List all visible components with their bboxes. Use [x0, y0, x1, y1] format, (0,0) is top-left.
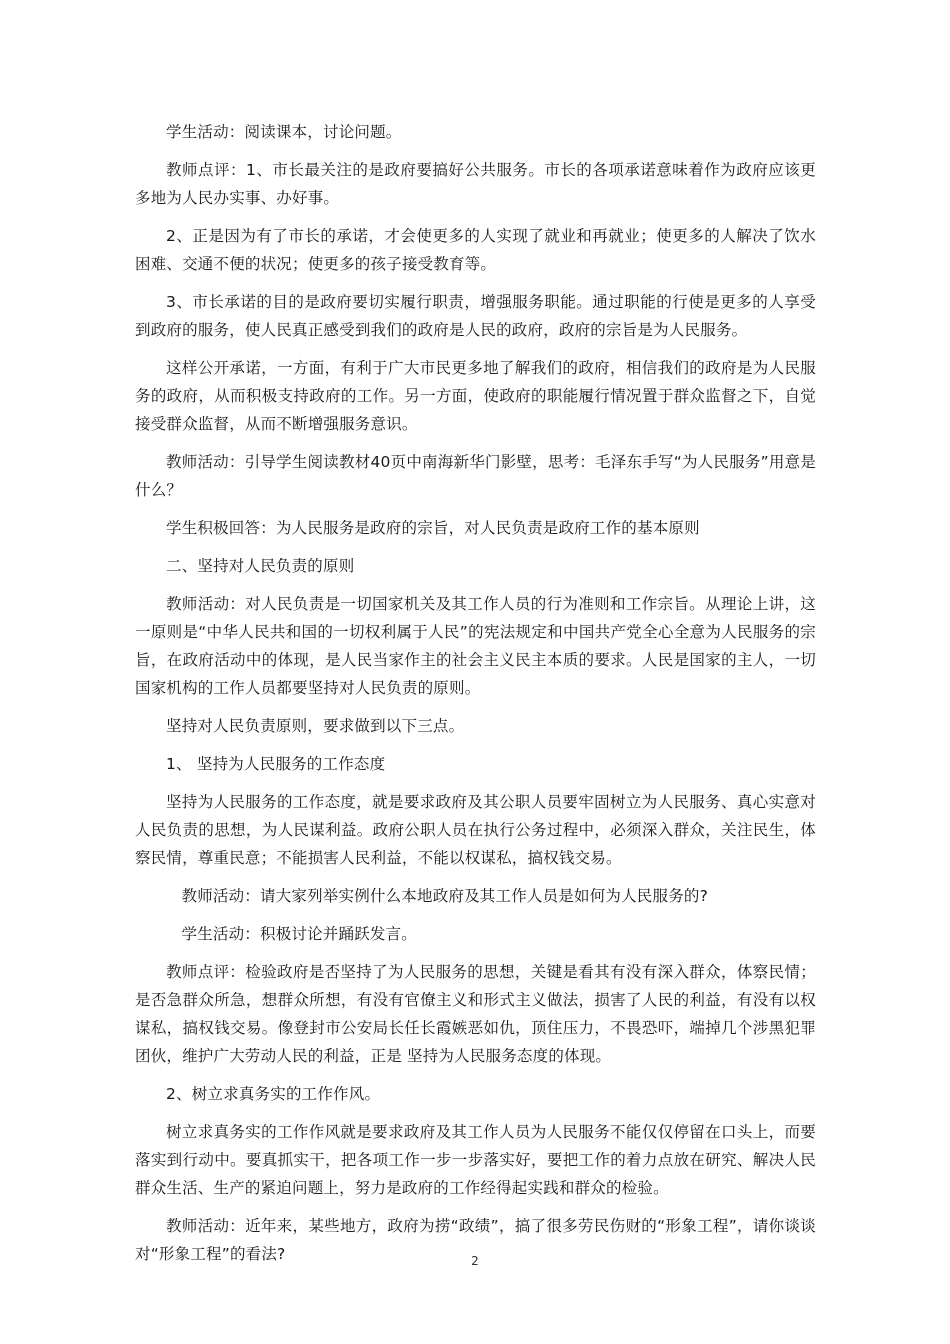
paragraph: 教师点评：检验政府是否坚持了为人民服务的思想，关键是看其有没有深入群众，体察民情；是否急群众所急，想群众所想，有没有官僚主义和形式主义做法，损害了人民的利益，有没有以权谋私，搞权钱交易。像登封市公安局长任长霞嫉恶如仇，顶住压力，不畏恐吓，端掉几个涉黑犯罪团伙，维护广大劳动人民的利益，正是 坚持为人民服务态度的体现。 [135, 963, 816, 1065]
paragraph: 学生活动：积极讨论并踊跃发言。 [181, 925, 418, 943]
paragraph: 树立求真务实的工作作风就是要求政府及其工作人员为人民服务不能仅仅停留在口头上，而要落实到行动中。要真抓实干，把各项工作一步一步落实好，要把工作的着力点放在研究、解决人民群众生活、生产的紧迫问题上，努力是政府的工作经得起实践和群众的检验。 [135, 1123, 816, 1197]
document-body [135, 118, 816, 1278]
paragraph: 教师活动：近年来，某些地方，政府为捞“政绩”，搞了很多劳民伤财的“形象工程”，请你谈谈对“形象工程”的看法? [135, 1217, 816, 1263]
paragraph: 这样公开承诺，一方面，有利于广大市民更多地了解我们的政府，相信我们的政府是为人民服务的政府，从而积极支持政府的工作。另一方面，使政府的职能履行情况置于群众监督之下，自觉接受群众监督，从而不断增强服务意识。 [135, 359, 816, 433]
paragraph: 教师点评：1、市长最关注的是政府要搞好公共服务。市长的各项承诺意味着作为政府应该更多地为人民办实事、办好事。 [135, 161, 816, 207]
subsection-heading: 2、树立求真务实的工作作风。 [166, 1085, 381, 1103]
paragraph: 教师活动：引导学生阅读教材40页中南海新华门影壁，思考：毛泽东手写“为人民服务”用意是什么？ [135, 453, 816, 499]
paragraph: 坚持对人民负责原则，要求做到以下三点。 [166, 717, 465, 735]
paragraph: 教师活动：请大家列举实例什么本地政府及其工作人员是如何为人民服务的? [181, 887, 709, 905]
paragraph: 3、市长承诺的目的是政府要切实履行职责，增强服务职能。通过职能的行使是更多的人享受到政府的服务，使人民真正感受到我们的政府是人民的政府，政府的宗旨是为人民服务。 [135, 293, 816, 339]
section-heading: 二、坚持对人民负责的原则 [166, 557, 355, 575]
paragraph: 坚持为人民服务的工作态度，就是要求政府及其公职人员要牢固树立为人民服务、真心实意对人民负责的思想，为人民谋利益。政府公职人员在执行公务过程中，必须深入群众，关注民生，体察民情，尊重民意；不能损害人民利益，不能以权谋私，搞权钱交易。 [135, 793, 816, 867]
paragraph: 学生活动：阅读课本，讨论问题。 [166, 123, 402, 141]
page-number: 2 [471, 1254, 479, 1268]
paragraph: 2、正是因为有了市长的承诺，才会使更多的人实现了就业和再就业；使更多的人解决了饮水困难、交通不便的状况；使更多的孩子接受教育等。 [135, 227, 816, 273]
paragraph: 教师活动：对人民负责是一切国家机关及其工作人员的行为准则和工作宗旨。从理论上讲，这一原则是“中华人民共和国的一切权利属于人民”的宪法规定和中国共产党全心全意为人民服务的宗旨，在政府活动中的体现，是人民当家作主的社会主义民主本质的要求。人民是国家的主人，一切国家机构的工作人员都要坚持对人民负责的原则。 [135, 595, 816, 697]
subsection-heading: 1、 坚持为人民服务的工作态度 [166, 755, 386, 773]
paragraph: 学生积极回答：为人民服务是政府的宗旨，对人民负责是政府工作的基本原则 [166, 519, 700, 537]
